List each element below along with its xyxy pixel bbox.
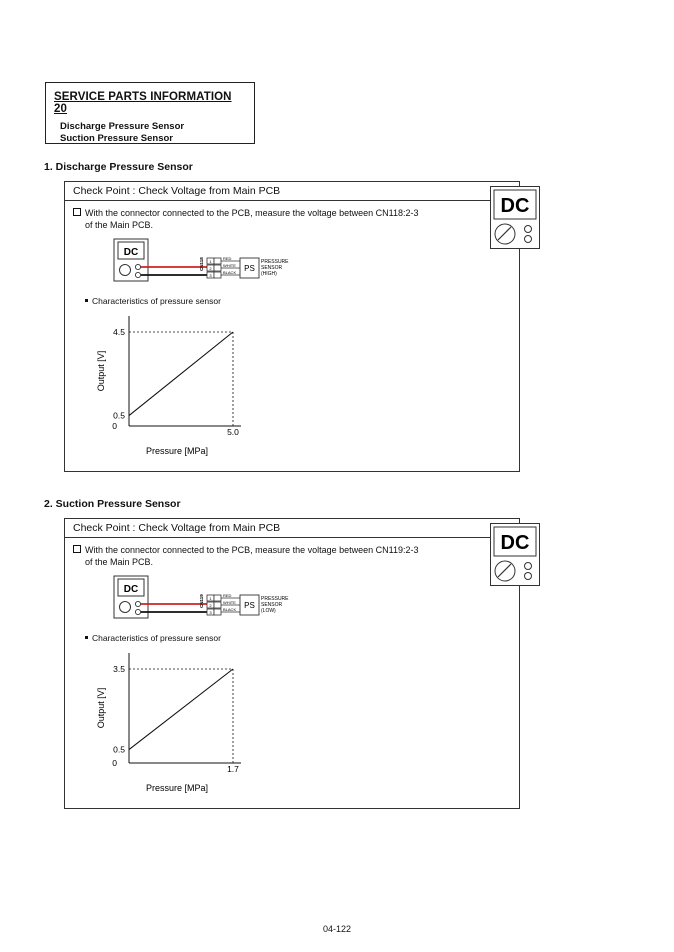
wire-label-black: BLACK [223,270,237,275]
sensor-text-1: PRESSURE [261,259,289,265]
y-axis-label: Output [V] [96,687,106,729]
instruction-line-1: With the connector connected to the PCB, measure the voltage between CN119:2-3 [85,545,419,555]
instruction-text [73,544,493,568]
wiring-diagram [113,575,313,625]
wire-label-black: BLACK [223,607,237,612]
wiring-diagram [113,238,313,288]
bullet-icon [85,636,88,639]
instruction-line-2: of the Main PCB. [85,220,154,230]
header-title: SERVICE PARTS INFORMATION 20 [54,91,232,115]
pressure-chart-suction [91,647,251,797]
connector-label: CN118 [199,257,204,271]
connector-pins [207,595,221,615]
meter-label: DC [500,532,530,554]
sensor-text-3: (HIGH) [261,271,277,277]
section-heading-suction: 2. Suction Pressure Sensor [44,498,181,510]
y-tick-low: 0.5 [113,744,125,755]
check-point-header: Check Point : Check Voltage from Main PCB [65,519,519,538]
characteristic-line [129,332,233,416]
section-heading-discharge: 1. Discharge Pressure Sensor [44,161,193,173]
instruction-line-1: With the connector connected to the PCB, measure the voltage between CN118:2-3 [85,208,419,218]
wire-label-white: WHITE [223,600,236,605]
dc-meter-icon [490,186,540,249]
characteristics-label: Characteristics of pressure sensor [85,633,221,643]
wire-label-red: RED [223,256,232,261]
tester-display-label: DC [123,584,139,595]
check-point-header: Check Point : Check Voltage from Main PCB [65,182,519,201]
sensor-box-label: PS [244,601,255,610]
characteristic-line [129,669,233,750]
checkbox-icon [73,208,81,216]
sensor-text-1: PRESSURE [261,596,289,602]
page-number: 04-122 [322,924,352,934]
x-tick-max: 5.0 [227,427,239,437]
meter-label: DC [500,195,530,217]
svg-text:2: 2 [209,266,212,271]
tester-display-label: DC [123,247,139,258]
x-tick-max: 1.7 [227,764,239,774]
sensor-box-label: PS [244,264,255,273]
svg-text:3: 3 [209,610,212,615]
connector-label: CN119 [199,594,204,608]
characteristics-label: Characteristics of pressure sensor [85,296,221,306]
sensor-text-2: SENSOR [261,265,283,271]
instruction-text [73,207,493,231]
bullet-icon [85,299,88,302]
wire-label-white: WHITE [223,263,236,268]
svg-text:2: 2 [209,603,212,608]
sensor-text-3: (LOW) [261,608,276,614]
origin-label: 0 [112,421,117,431]
pressure-chart-discharge [91,310,251,460]
wire-label-red: RED [223,593,232,598]
x-axis-label: Pressure [MPa] [145,783,209,793]
header-box [45,82,255,144]
origin-label: 0 [112,758,117,768]
panel-suction [64,518,520,809]
header-item-discharge: Discharge Pressure Sensor [60,121,185,132]
y-tick-high: 3.5 [113,664,125,674]
svg-text:3: 3 [209,273,212,278]
svg-text:1: 1 [209,596,212,601]
dc-meter-icon [490,523,540,586]
instruction-line-2: of the Main PCB. [85,557,154,567]
panel-discharge [64,181,520,472]
y-axis-label: Output [V] [96,350,106,392]
y-tick-high: 4.5 [113,327,125,337]
sensor-text-2: SENSOR [261,602,283,608]
svg-text:1: 1 [209,259,212,264]
checkbox-icon [73,545,81,553]
x-axis-label: Pressure [MPa] [145,446,209,456]
header-item-suction: Suction Pressure Sensor [60,133,173,144]
connector-pins [207,258,221,278]
y-tick-low: 0.5 [113,410,125,421]
